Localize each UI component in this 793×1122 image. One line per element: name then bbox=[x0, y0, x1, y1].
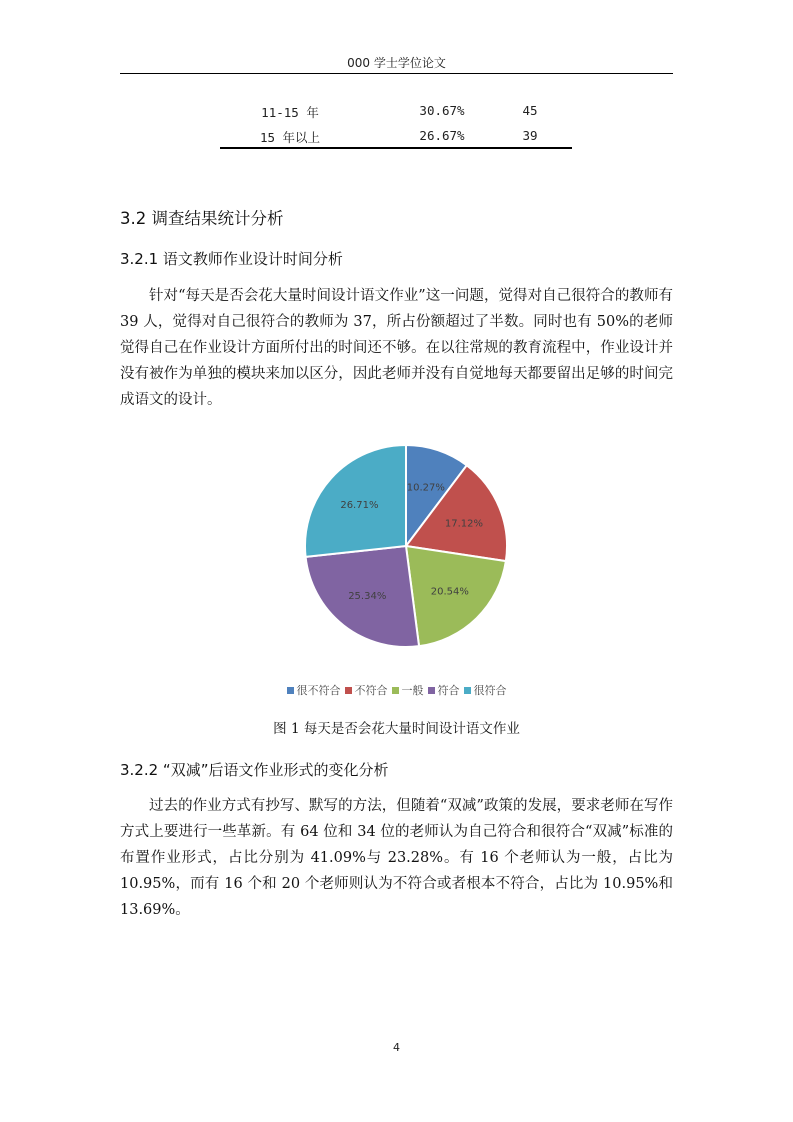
pie-data-label: 10.27% bbox=[406, 482, 445, 494]
table-cell-count: 39 bbox=[522, 128, 538, 143]
legend-item bbox=[428, 682, 460, 698]
legend-item bbox=[464, 682, 507, 698]
legend-swatch-icon bbox=[345, 687, 352, 694]
table-cell-percent: 30.67% bbox=[419, 103, 465, 118]
subsection-heading-form: 3.2.2 “双减”后语文作业形式的变化分析 bbox=[120, 761, 389, 779]
paragraph-text: 针对“每天是否会花大量时间设计语文作业”这一问题，觉得对自己很符合的教师有 39 人，觉得对自己很符合的教师为 37，所占份额超过了半数。同时也有 50%的老师觉得自己在作业设计方面所付出的时间还不够。在以往常规的教育流程中，作业设计并没有被作为单独的模块来加以区分，因此老师并没有自觉地每天都要留出足够的时间完成语文的设计。 bbox=[120, 288, 673, 408]
legend-swatch-icon bbox=[287, 687, 294, 694]
page-header-title: 000 学士学位论文 bbox=[347, 56, 446, 70]
legend-item bbox=[345, 682, 388, 698]
pie-data-label: 20.54% bbox=[430, 586, 469, 598]
table-cell-range: 15 年以上 bbox=[259, 130, 321, 145]
legend-label: 很不符合 bbox=[296, 684, 341, 697]
table-bottom-rule bbox=[220, 147, 572, 149]
paragraph-form-analysis bbox=[120, 793, 673, 923]
paragraph-time-analysis bbox=[120, 283, 673, 413]
table-cell-range: 11-15 年 bbox=[261, 105, 319, 120]
table-cell-percent: 26.67% bbox=[419, 128, 465, 143]
table-cell-count: 45 bbox=[522, 103, 538, 118]
pie-data-label: 17.12% bbox=[444, 518, 484, 530]
legend-swatch-icon bbox=[464, 687, 471, 694]
pie-chart bbox=[280, 440, 520, 670]
header-rule bbox=[120, 73, 673, 74]
legend-label: 很符合 bbox=[473, 684, 507, 697]
figure-caption: 图 1 每天是否会花大量时间设计语文作业 bbox=[273, 721, 520, 737]
chart-legend bbox=[0, 682, 793, 698]
paragraph-text: 过去的作业方式有抄写、默写的方法，但随着“双减”政策的发展，要求老师在写作方式上要进行一些革新。有 64 位和 34 位的老师认为自己符合和很符合“双减”标准的布置作业形式，占比分别为 41.09%与 23.28%。有 16 个老师认为一般，占比为 10.95%，而有 16 个和 20 个老师则认为不符合或者根本不符合，占比为 10.95%和 13.69%。 bbox=[120, 798, 673, 918]
section-heading: 3.2 调查结果统计分析 bbox=[120, 209, 284, 228]
legend-label: 一般 bbox=[401, 684, 424, 697]
legend-item bbox=[392, 682, 424, 698]
page-number: 4 bbox=[393, 1041, 400, 1054]
legend-swatch-icon bbox=[392, 687, 399, 694]
pie-data-label: 26.71% bbox=[340, 500, 379, 512]
legend-item bbox=[287, 682, 341, 698]
table-row bbox=[220, 103, 572, 125]
subsection-heading-time: 3.2.1 语文教师作业设计时间分析 bbox=[120, 250, 343, 268]
legend-label: 符合 bbox=[437, 684, 460, 697]
legend-label: 不符合 bbox=[354, 684, 388, 697]
pie-data-label: 25.34% bbox=[348, 591, 387, 603]
legend-swatch-icon bbox=[428, 687, 435, 694]
